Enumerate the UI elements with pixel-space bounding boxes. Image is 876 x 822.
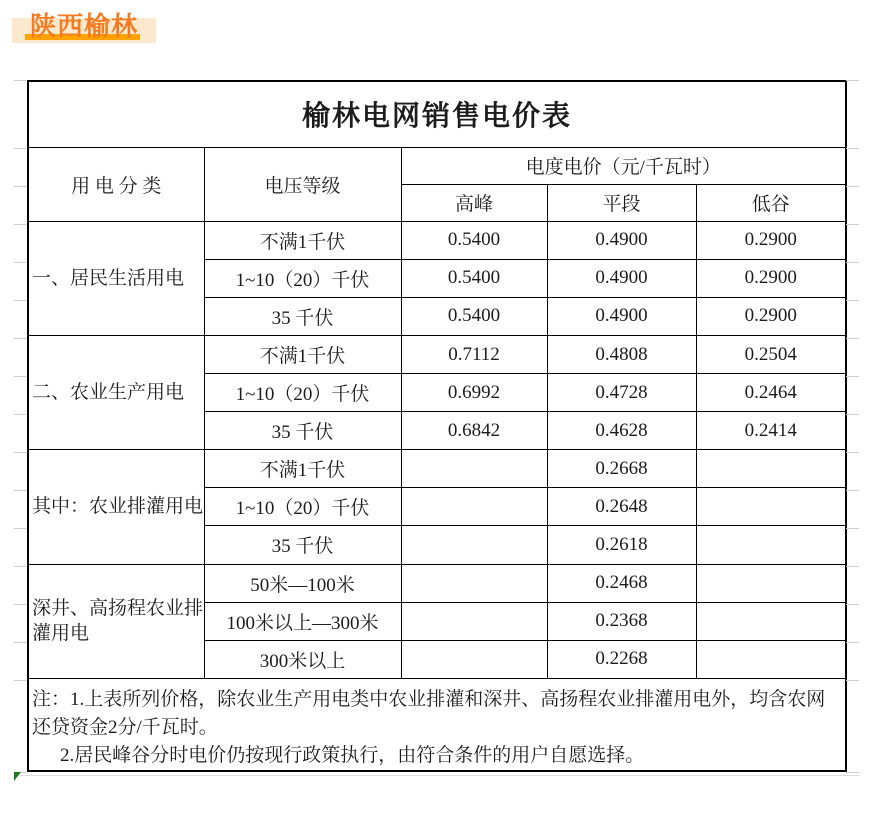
flat-cell: 0.4900	[547, 259, 696, 297]
sheet-gridline-bottom	[14, 775, 860, 776]
gridline-tick	[14, 528, 26, 529]
category-cell: 其中：农业排灌用电	[28, 450, 204, 564]
gridline-tick	[846, 604, 859, 605]
voltage-cell: 35 千伏	[204, 412, 401, 450]
valley-cell	[696, 488, 846, 526]
category-cell: 一、居民生活用电	[28, 221, 204, 335]
gridline-tick	[14, 224, 26, 225]
header-peak: 高峰	[401, 184, 547, 221]
valley-cell: 0.2464	[696, 374, 846, 412]
header-row-1	[28, 147, 846, 184]
gridline-tick	[14, 566, 26, 567]
peak-cell: 0.6842	[401, 412, 547, 450]
table-title-row	[28, 81, 846, 147]
table-row	[28, 450, 846, 488]
flat-cell: 0.2618	[547, 526, 696, 564]
category-cell: 深井、高扬程农业排灌用电	[28, 564, 204, 678]
gridline-tick	[14, 604, 26, 605]
table-row	[28, 221, 846, 259]
table-row	[28, 564, 846, 602]
voltage-cell: 不满1千伏	[204, 336, 401, 374]
gridline-tick	[14, 376, 26, 377]
flat-cell: 0.2668	[547, 450, 696, 488]
voltage-cell: 1~10（20）千伏	[204, 488, 401, 526]
flat-cell: 0.2468	[547, 564, 696, 602]
gridline-tick	[846, 566, 859, 567]
voltage-cell: 不满1千伏	[204, 450, 401, 488]
electricity-price-table	[27, 80, 847, 772]
peak-cell	[401, 564, 547, 602]
region-label-text: 陕西榆林	[30, 11, 139, 41]
gridline-tick	[14, 680, 26, 681]
sheet-corner-marker	[14, 772, 21, 781]
valley-cell: 0.2414	[696, 412, 846, 450]
valley-cell	[696, 526, 846, 564]
header-classification: 用 电 分 类	[28, 147, 204, 221]
price-table-head-rows	[28, 81, 846, 221]
gridline-tick	[14, 262, 26, 263]
price-table-body	[28, 221, 846, 678]
header-voltage: 电压等级	[204, 147, 401, 221]
gridline-tick	[14, 490, 26, 491]
valley-cell	[696, 450, 846, 488]
valley-cell: 0.2900	[696, 221, 846, 259]
flat-cell: 0.2268	[547, 640, 696, 678]
gridline-tick	[846, 80, 859, 81]
region-label	[11, 8, 161, 44]
peak-cell: 0.6992	[401, 374, 547, 412]
gridline-tick	[14, 338, 26, 339]
voltage-cell: 100米以上—300米	[204, 602, 401, 640]
voltage-cell: 不满1千伏	[204, 221, 401, 259]
notes-cell	[28, 678, 846, 771]
gridline-tick	[846, 224, 859, 225]
voltage-cell: 1~10（20）千伏	[204, 374, 401, 412]
flat-cell: 0.2648	[547, 488, 696, 526]
gridline-tick	[846, 414, 859, 415]
peak-cell: 0.5400	[401, 221, 547, 259]
voltage-cell: 35 千伏	[204, 526, 401, 564]
gridline-tick	[846, 262, 859, 263]
table-title: 榆林电网销售电价表	[28, 81, 846, 147]
gridline-tick	[14, 642, 26, 643]
peak-cell: 0.5400	[401, 297, 547, 335]
header-valley: 低谷	[696, 184, 846, 221]
gridline-tick	[14, 300, 26, 301]
valley-cell	[696, 564, 846, 602]
flat-cell: 0.4628	[547, 412, 696, 450]
gridline-tick	[846, 490, 859, 491]
gridline-tick	[846, 772, 859, 773]
note-line-1: 注：1.上表所列价格，除农业生产用电类中农业排灌和深井、高扬程农业排灌用电外，均含农网还贷资金2分/千瓦时。	[32, 688, 826, 738]
gridline-tick	[846, 642, 859, 643]
flat-cell: 0.4900	[547, 297, 696, 335]
note-line-2: 2.居民峰谷分时电价仍按现行政策执行，由符合条件的用户自愿选择。	[60, 744, 645, 766]
flat-cell: 0.2368	[547, 602, 696, 640]
valley-cell: 0.2900	[696, 259, 846, 297]
voltage-cell: 300米以上	[204, 640, 401, 678]
valley-cell: 0.2504	[696, 336, 846, 374]
gridline-tick	[846, 528, 859, 529]
voltage-cell: 1~10（20）千伏	[204, 259, 401, 297]
header-price-group: 电度电价（元/千瓦时）	[401, 147, 846, 184]
flat-cell: 0.4728	[547, 374, 696, 412]
gridline-tick	[846, 338, 859, 339]
flat-cell: 0.4808	[547, 336, 696, 374]
price-table-foot	[28, 678, 846, 771]
gridline-tick	[846, 300, 859, 301]
gridline-tick	[14, 414, 26, 415]
peak-cell: 0.5400	[401, 259, 547, 297]
gridline-tick	[14, 80, 26, 81]
gridline-tick	[846, 376, 859, 377]
voltage-cell: 35 千伏	[204, 297, 401, 335]
gridline-tick	[14, 186, 26, 187]
peak-cell	[401, 450, 547, 488]
table-row	[28, 336, 846, 374]
valley-cell: 0.2900	[696, 297, 846, 335]
gridline-tick	[846, 452, 859, 453]
valley-cell	[696, 640, 846, 678]
category-cell: 二、农业生产用电	[28, 336, 204, 450]
gridline-tick	[846, 680, 859, 681]
flat-cell: 0.4900	[547, 221, 696, 259]
gridline-tick	[846, 186, 859, 187]
peak-cell	[401, 640, 547, 678]
peak-cell: 0.7112	[401, 336, 547, 374]
gridline-tick	[846, 148, 859, 149]
gridline-tick	[14, 452, 26, 453]
valley-cell	[696, 602, 846, 640]
peak-cell	[401, 526, 547, 564]
gridline-tick	[14, 148, 26, 149]
voltage-cell: 50米—100米	[204, 564, 401, 602]
peak-cell	[401, 602, 547, 640]
peak-cell	[401, 488, 547, 526]
header-flat: 平段	[547, 184, 696, 221]
notes-row	[28, 678, 846, 771]
